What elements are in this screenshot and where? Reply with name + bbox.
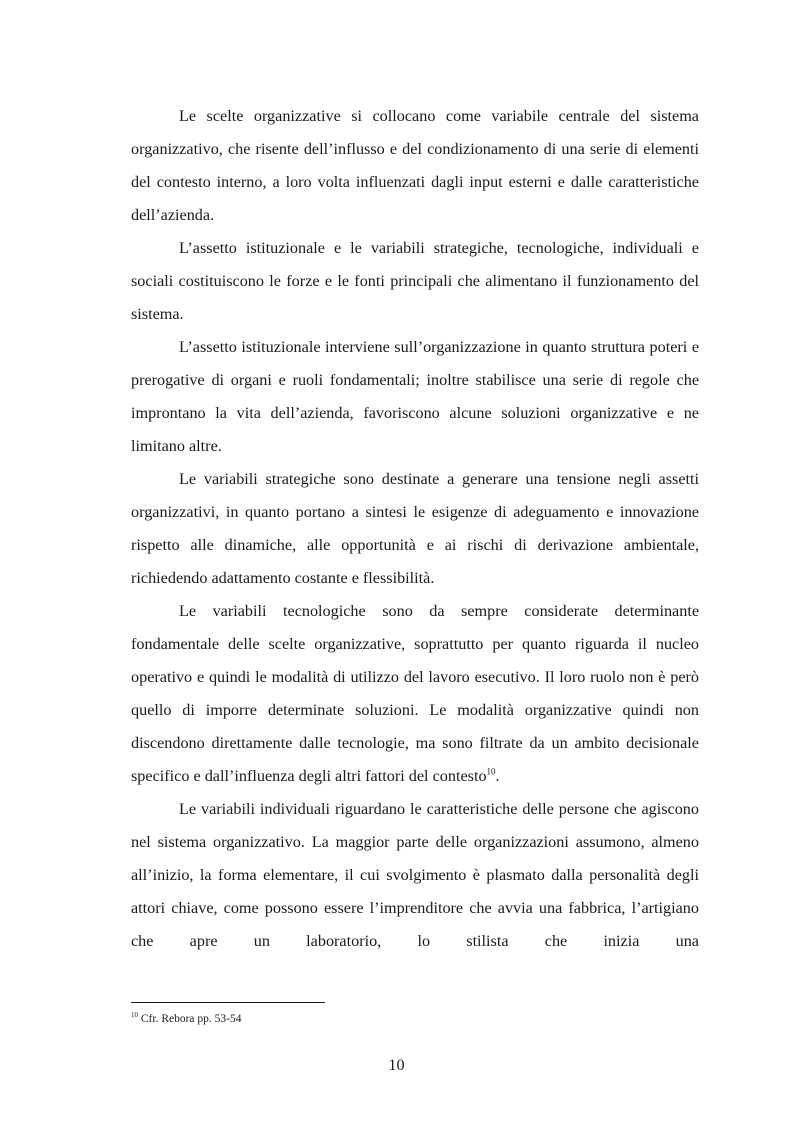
paragraph-6: Le variabili individuali riguardano le caratteristiche delle persone che agiscono nel sistema organizzativo. La maggior parte delle organizzazioni assumono, almeno all’inizio, la forma elementare, il cui svolgimento è plasmato dalla personalità degli attori chiave, come possono essere l’imprenditore che avvia una fabbrica, l’artigiano che apre un laboratorio, lo stilista che inizia una — [131, 800, 699, 950]
page-number: 10 — [388, 1056, 405, 1074]
footnote-number: 10 — [131, 1011, 138, 1020]
footnote-separator — [131, 1002, 325, 1003]
footnote — [131, 1012, 241, 1026]
paragraph-3: L’assetto istituzionale interviene sull’organizzazione in quanto struttura poteri e prerogative di organi e ruoli fondamentali; inoltre stabilisce una serie di regole che improntano la vita dell’azienda, favoriscono alcune soluzioni organizzative e ne limitano altre. — [131, 338, 699, 455]
paragraph-4: Le variabili strategiche sono destinate a generare una tensione negli assetti organizzativi, in quanto portano a sintesi le esigenze di adeguamento e innovazione rispetto alle dinamiche, alle opportunità e ai rischi di derivazione ambientale, richiedendo adattamento costante e flessibilità. — [131, 470, 699, 587]
paragraph-5-period: . — [495, 767, 500, 785]
paragraph-2: L’assetto istituzionale e le variabili strategiche, tecnologiche, individuali e sociali costituiscono le forze e le fonti principali che alimentano il funzionamento del sistema. — [131, 239, 699, 323]
footnote-reference: 10 — [486, 766, 496, 777]
footnote-text: Cfr. Rebora pp. 53-54 — [138, 1013, 242, 1025]
paragraph-5-text: Le variabili tecnologiche sono da sempre considerate determinante fondamentale delle scelte organizzative, soprattutto per quanto riguarda il nucleo operativo e quindi le modalità di utilizzo del lavoro esecutivo. Il loro ruolo non è però quello di imporre determinate soluzioni. Le modalità organizzative quindi non discendono direttamente dalle tecnologie, ma sono filtrate da un ambito decisionale specifico e dall’influenza degli altri fattori del contesto — [131, 602, 699, 785]
body-text — [131, 100, 699, 958]
paragraph-1: Le scelte organizzative si collocano come variabile centrale del sistema organizzativo, che risente dell’influsso e del condizionamento di una serie di elementi del contesto interno, a loro volta influenzati dagli input esterni e dalle caratteristiche dell’azienda. — [131, 107, 699, 224]
paragraph-5 — [131, 595, 699, 793]
